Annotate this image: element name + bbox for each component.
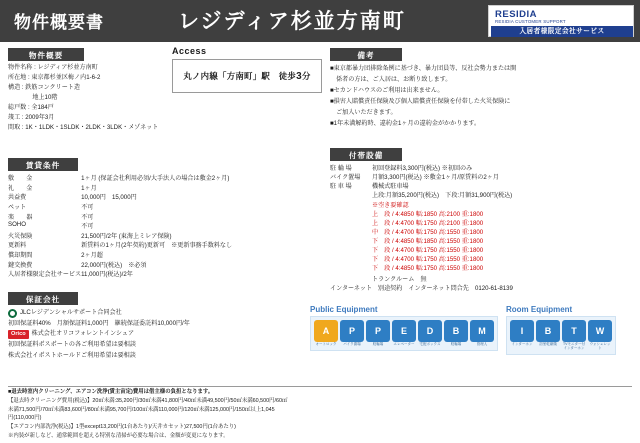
logo-service-banner: 入居者様限定会社サービス bbox=[491, 26, 633, 37]
facilities-row bbox=[330, 191, 632, 200]
washlet-glyph: W bbox=[588, 320, 612, 342]
manager-label: 管理人 bbox=[476, 342, 488, 346]
bicycle-parking-glyph: P bbox=[366, 320, 390, 342]
footnote-row: 円(110,000円) bbox=[8, 415, 42, 422]
bicycle-parking-icon bbox=[366, 320, 390, 347]
table-row bbox=[8, 259, 233, 269]
facilities-row bbox=[330, 284, 632, 293]
facilities-key: バイク置場 bbox=[330, 174, 361, 182]
intercom-icon bbox=[510, 320, 534, 351]
access-heading: Access bbox=[172, 46, 207, 56]
bath-dryer-glyph: B bbox=[536, 320, 560, 342]
access-walk-unit: 分 bbox=[301, 71, 311, 81]
remarks-body bbox=[330, 64, 632, 130]
table-row bbox=[8, 202, 233, 212]
auto-lock-label: オートロック bbox=[315, 342, 337, 346]
overview-row: 竣工 : 2009年3月 bbox=[8, 114, 55, 122]
rent-key: ペット bbox=[8, 204, 27, 212]
overview-row: 構造 : 鉄筋コンクリート造 bbox=[8, 84, 80, 92]
rent-key: 鍵交換費 bbox=[8, 261, 33, 269]
public-equipment-title: Public Equipment bbox=[310, 305, 378, 314]
motorbike-parking-glyph: P bbox=[340, 320, 364, 342]
bicycle-parking-label: 駐輪場 bbox=[372, 342, 384, 346]
facilities-value: 月額3,300円(税込) ※敷金1ヶ月/原賃料の2ヶ月 bbox=[372, 174, 499, 182]
intercom-label: インターホン bbox=[511, 342, 533, 346]
facilities-row bbox=[330, 164, 632, 173]
room-equipment-box bbox=[506, 316, 616, 355]
footnote-row: ※内装が新しなど、通常範囲を超える特別な清掃が必要な場合は、金額が変更になります。 bbox=[8, 432, 229, 439]
parking-size-row: 上 段 / 4:4700 幅:1750 高:2100 重:1800 bbox=[372, 219, 484, 227]
rent-key: 敷 金 bbox=[8, 175, 33, 183]
rent-value: 新賃料の1ヶ月(2年契約)更新可 ※更新事務手数料なし bbox=[81, 242, 233, 250]
rent-value: 22,000円(税込) ※必須 bbox=[81, 261, 147, 269]
guarantee-company-2-detail: 初回保証料ポスポートの各ご利用希望は要相談 bbox=[8, 340, 136, 348]
footnote-divider bbox=[8, 386, 632, 387]
guarantee-company-1-detail: 初回保証料40% 月額保証料1,000円 継続保証委託料10,000円/年 bbox=[8, 319, 190, 327]
guarantee-company-3-detail: 株式会社イポストホールドご利用希望は要相談 bbox=[8, 351, 136, 359]
motorbike-parking-icon bbox=[340, 320, 364, 347]
room-equipment-column bbox=[506, 305, 616, 355]
rent-value: 11,000円(税込)/2年 bbox=[81, 271, 133, 279]
rent-value: 1ヶ月 (保証会社利用必須/大手法人の場合は敷金2ヶ月) bbox=[81, 175, 230, 183]
public-equipment-box bbox=[310, 316, 498, 351]
rent-key: SOHO bbox=[8, 221, 26, 229]
access-line: 丸ノ内線「方南町」駅 徒歩 bbox=[183, 71, 297, 81]
facilities-block bbox=[330, 148, 632, 293]
intercom-glyph: I bbox=[510, 320, 534, 342]
washlet-icon bbox=[588, 320, 612, 351]
facilities-value: 機械式駐車場 bbox=[372, 183, 409, 191]
rent-value: 21,500円/2年 (東海上ミレア保険) bbox=[81, 232, 172, 240]
facilities-row bbox=[330, 182, 632, 191]
parking-size-list bbox=[372, 210, 632, 273]
rent-key: 礼 金 bbox=[8, 184, 33, 192]
logo-tagline: RESIDIA CUSTOMER SUPPORT bbox=[495, 19, 566, 24]
footnote-row: 【エアコン内部洗浄(税込)】1型except13,200円(1台あたり)/天井カセット)27,500円(1台あたり) bbox=[8, 424, 236, 430]
overview-row: 所在地 : 東京都杉並区梅ノ内1-6-2 bbox=[8, 74, 101, 82]
guarantee-company-1-name: JLCレジデンシャルサポート合同会社 bbox=[20, 309, 122, 316]
remarks-row: ■東京都暴力団排除条例に基づき、暴力団員等、反社会勢力または関 bbox=[330, 65, 517, 72]
equipment-section bbox=[310, 305, 636, 355]
rent-conditions-block bbox=[8, 158, 233, 279]
guarantee-company-2-name: 株式会社オリコフォレントインシュア bbox=[31, 330, 135, 338]
facilities-key bbox=[330, 275, 372, 284]
delivery-box-glyph: D bbox=[418, 320, 442, 342]
access-block bbox=[172, 46, 322, 93]
rent-key: 償却期間 bbox=[8, 252, 33, 260]
parking-size-row: 下 段 / 4:4850 幅:1850 高:1550 重:1800 bbox=[372, 237, 484, 245]
guarantee-heading: 保証会社 bbox=[8, 292, 78, 305]
rent-value: 1ヶ月 bbox=[81, 184, 97, 192]
rent-key: 楽 器 bbox=[8, 213, 33, 221]
room-equipment-title: Room Equipment bbox=[506, 305, 573, 314]
remarks-row: ■1年未満解約時、違約金1ヶ月の違約金がかかります。 bbox=[330, 119, 481, 127]
auto-lock-icon bbox=[314, 320, 338, 347]
parking-size-row: 中 段 / 4:4700 幅:1750 高:1550 重:1800 bbox=[372, 228, 484, 236]
rent-conditions-table bbox=[8, 173, 233, 279]
tv-monitor-intercom-icon bbox=[562, 320, 586, 351]
access-walk-minutes: 3 bbox=[296, 70, 302, 82]
washlet-label: ウォシュレット bbox=[589, 342, 611, 350]
facilities-value: 上段:月額35,200円(税込) 下段:月額31,900円(税込) bbox=[372, 192, 513, 200]
public-equipment-column bbox=[310, 305, 498, 355]
facilities-body bbox=[330, 164, 632, 293]
property-name-title: レジディア杉並方南町 bbox=[178, 10, 406, 33]
page-title: 物件概要書 bbox=[14, 13, 104, 32]
table-row bbox=[8, 221, 233, 231]
table-row bbox=[8, 173, 233, 183]
rent-value: 不可 bbox=[81, 204, 94, 212]
overview-row: 地上10階 bbox=[8, 94, 58, 102]
facilities-row bbox=[330, 173, 632, 182]
facilities-key: インターネット bbox=[330, 284, 373, 292]
guarantee-block bbox=[8, 292, 298, 361]
bath-dryer-icon bbox=[536, 320, 560, 351]
facilities-heading: 付帯設備 bbox=[330, 148, 402, 161]
auto-lock-glyph: A bbox=[314, 320, 338, 342]
overview-heading: 物件概要 bbox=[8, 48, 84, 61]
table-row bbox=[8, 183, 233, 193]
facilities-value: 初回登録料3,300円(税込) ※初回のみ bbox=[372, 165, 473, 172]
facilities-value: 別途契約 インターネット問合先 0120-61-8139 bbox=[378, 284, 513, 292]
rent-conditions-heading: 賃貸条件 bbox=[8, 158, 78, 171]
rent-key: 更新料 bbox=[8, 242, 27, 250]
logo-brand: RESIDIA bbox=[495, 9, 538, 20]
access-detail-box bbox=[172, 59, 322, 93]
rent-value: 2ヶ月超 bbox=[81, 252, 103, 260]
bike-rack-icon bbox=[444, 320, 468, 347]
facilities-row bbox=[330, 275, 632, 284]
rent-value: 不可 bbox=[81, 213, 94, 221]
elevator-icon bbox=[392, 320, 416, 347]
overview-row: 間取 : 1K・1LDK・1SLDK・2LDK・3LDK・メゾネット bbox=[8, 124, 159, 132]
footnote-row: 未満71,500円/70㎡未満83,600円/80㎡未満95,700円/100㎡未満110,000円/120㎡未満125,000円/150㎡以上1,045 bbox=[8, 406, 275, 413]
remarks-row: ■損害人賠償責任保険及び個人賠償責任保険を付帯した火災保険に bbox=[330, 97, 511, 105]
parking-size-row: 上 段 / 4:4850 幅:1850 高:2100 重:1800 bbox=[372, 210, 484, 218]
orico-logo-icon: Orico bbox=[8, 330, 29, 339]
bath-dryer-label: 浴室乾燥機 bbox=[539, 342, 557, 346]
overview-row: 総戸数 : 全184戸 bbox=[8, 104, 54, 112]
guarantee-company-1 bbox=[8, 308, 298, 319]
manager-glyph: M bbox=[470, 320, 494, 342]
table-row bbox=[8, 192, 233, 202]
overview-block bbox=[8, 48, 168, 133]
overview-rows bbox=[8, 63, 168, 133]
guarantee-body bbox=[8, 308, 298, 361]
overview-row: 物件名称 : レジディア杉並方南町 bbox=[8, 64, 98, 71]
elevator-glyph: E bbox=[392, 320, 416, 342]
rent-key: 火災保険 bbox=[8, 232, 33, 240]
delivery-box-label: 宅配ボックス bbox=[419, 342, 441, 346]
tv-monitor-intercom-glyph: T bbox=[562, 320, 586, 342]
remarks-row: ご加入いただきます。 bbox=[330, 108, 397, 116]
footnote-row: 【退去時クリーニング費用(税込)】20㎡未満:35,200円/30㎡未満41,800円/40㎡未満49,500円/50㎡未満60,500円/60㎡ bbox=[8, 397, 288, 404]
table-row bbox=[8, 231, 233, 241]
rent-key: 入居者様限定会社サービス bbox=[8, 271, 82, 279]
guarantee-company-2 bbox=[8, 329, 298, 340]
facilities-value: トランクルーム 無 bbox=[372, 275, 427, 283]
table-row bbox=[8, 211, 233, 221]
remarks-row: ■セカンドハウスのご利用は出来ません。 bbox=[330, 86, 444, 94]
parking-size-row: 下 段 / 4:4850 幅:1750 高:1550 重:1800 bbox=[372, 264, 484, 272]
remarks-heading: 備考 bbox=[330, 48, 402, 61]
bike-rack-label: 駐輪場 bbox=[450, 342, 462, 346]
jlc-logo-icon bbox=[8, 309, 17, 318]
rent-value: 10,000円 15,000円 bbox=[81, 194, 137, 202]
bike-rack-glyph: B bbox=[444, 320, 468, 342]
delivery-box-icon bbox=[418, 320, 442, 347]
remarks-block bbox=[330, 48, 632, 130]
motorbike-parking-label: バイク置場 bbox=[343, 342, 361, 346]
table-row bbox=[8, 269, 233, 279]
rent-key: 共益費 bbox=[8, 194, 27, 202]
remarks-row: 係者の方は、ご入居は、お断り致します。 bbox=[330, 75, 452, 83]
document-header bbox=[0, 0, 640, 42]
residia-logo bbox=[488, 5, 634, 37]
tv-monitor-intercom-label: TVモニター付インターホン bbox=[563, 342, 585, 350]
footnotes bbox=[8, 388, 632, 441]
parking-size-row: 下 段 / 4:4700 幅:1750 高:1550 重:1800 bbox=[372, 255, 484, 263]
elevator-label: エレベーター bbox=[393, 342, 415, 346]
facilities-key: 駐 車 場 bbox=[330, 183, 352, 191]
facilities-key: 駐 輪 場 bbox=[330, 165, 352, 172]
rent-value: 不可 bbox=[81, 223, 94, 231]
table-row bbox=[8, 240, 233, 250]
manager-icon bbox=[470, 320, 494, 347]
table-row bbox=[8, 250, 233, 260]
vacancy-note: ※空き要確認 bbox=[372, 201, 409, 209]
facilities-key bbox=[330, 191, 372, 200]
footnote-row: ■退去時室内クリーニング、エアコン洗浄(賃主宙定)費用は借主様の負担となります。 bbox=[8, 389, 214, 395]
parking-size-row: 下 段 / 4:4700 幅:1750 高:1550 重:1800 bbox=[372, 246, 484, 254]
